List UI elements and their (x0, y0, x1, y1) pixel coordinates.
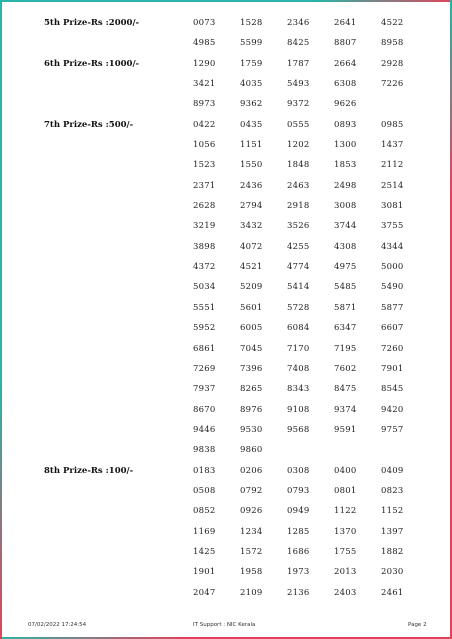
ticket-number: 1523 (193, 160, 216, 171)
ticket-number: 2371 (193, 180, 216, 191)
ticket-number: 3008 (334, 201, 357, 212)
ticket-number: 5952 (193, 323, 216, 334)
ticket-number: 4308 (334, 241, 357, 252)
ticket-number: 6861 (193, 343, 216, 354)
ticket-number: 1122 (334, 506, 357, 517)
ticket-number: 1169 (193, 526, 216, 537)
prize-row (0, 399, 452, 419)
ticket-number: 5000 (381, 262, 404, 273)
ticket-number: 2136 (287, 587, 310, 598)
prize-row (0, 32, 452, 52)
ticket-number: 2112 (381, 160, 404, 171)
ticket-number: 7226 (381, 79, 404, 90)
prize-row (0, 215, 452, 235)
ticket-number: 1285 (287, 526, 310, 537)
ticket-number: 4255 (287, 241, 310, 252)
ticket-number: 1056 (193, 140, 216, 151)
prize-row (0, 378, 452, 398)
ticket-number: 1300 (334, 140, 357, 151)
ticket-number: 2436 (240, 180, 263, 191)
prize-row (0, 561, 452, 581)
ticket-number: 7269 (193, 363, 216, 374)
ticket-number: 7195 (334, 343, 357, 354)
prize-row (0, 500, 452, 520)
ticket-number: 3526 (287, 221, 310, 232)
ticket-number: 5728 (287, 302, 310, 313)
prize-row (0, 73, 452, 93)
prize-row (0, 419, 452, 439)
ticket-number: 3421 (193, 79, 216, 90)
ticket-number: 2641 (334, 18, 357, 28)
ticket-number: 0422 (193, 119, 216, 130)
ticket-number: 0792 (240, 485, 263, 496)
ticket-number: 9362 (240, 99, 263, 110)
ticket-number: 2514 (381, 180, 404, 191)
ticket-number: 9420 (381, 404, 404, 415)
ticket-number: 1759 (240, 58, 263, 69)
ticket-number: 6005 (240, 323, 263, 334)
ticket-number: 5490 (381, 282, 404, 293)
ticket-number: 7170 (287, 343, 310, 354)
ticket-number: 9591 (334, 424, 357, 435)
ticket-number: 1425 (193, 546, 216, 557)
ticket-number: 1152 (381, 506, 404, 517)
ticket-number: 0852 (193, 506, 216, 517)
prize-row (0, 134, 452, 154)
page-border-top (0, 0, 452, 2)
ticket-number: 1755 (334, 546, 357, 557)
ticket-number: 1901 (193, 567, 216, 578)
ticket-number: 0801 (334, 485, 357, 496)
ticket-number: 5551 (193, 302, 216, 313)
ticket-number: 3219 (193, 221, 216, 232)
ticket-number: 2664 (334, 58, 357, 69)
ticket-number: 4521 (240, 262, 263, 273)
ticket-number: 8545 (381, 384, 404, 395)
ticket-number: 3081 (381, 201, 404, 212)
ticket-number: 6308 (334, 79, 357, 90)
ticket-number: 8807 (334, 38, 357, 49)
ticket-number: 1234 (240, 526, 263, 537)
ticket-number: 9757 (381, 424, 404, 435)
ticket-number: 2013 (334, 567, 357, 578)
ticket-number: 1572 (240, 546, 263, 557)
prize-category-label: 5th Prize-Rs :2000/- (44, 18, 140, 28)
prize-row (0, 521, 452, 541)
prize-row (0, 460, 452, 480)
ticket-number: 4522 (381, 18, 404, 28)
prize-row (0, 358, 452, 378)
ticket-number: 0949 (287, 506, 310, 517)
footer-support: IT Support : NIC Kerala (193, 622, 256, 628)
ticket-number: 5034 (193, 282, 216, 293)
ticket-number: 2928 (381, 58, 404, 69)
ticket-number: 7260 (381, 343, 404, 354)
ticket-number: 8973 (193, 99, 216, 110)
ticket-number: 1550 (240, 160, 263, 171)
ticket-number: 5599 (240, 38, 263, 49)
ticket-number: 7602 (334, 363, 357, 374)
ticket-number: 5414 (287, 282, 310, 293)
ticket-number: 2403 (334, 587, 357, 598)
ticket-number: 7396 (240, 363, 263, 374)
ticket-number: 1882 (381, 546, 404, 557)
ticket-number: 1151 (240, 140, 263, 151)
ticket-number: 4985 (193, 38, 216, 49)
page-footer (0, 622, 452, 632)
prize-row (0, 317, 452, 337)
ticket-number: 6084 (287, 323, 310, 334)
ticket-number: 8475 (334, 384, 357, 395)
ticket-number: 2463 (287, 180, 310, 191)
ticket-number: 1437 (381, 140, 404, 151)
footer-page-number: Page 2 (408, 622, 427, 628)
prize-row (0, 12, 452, 32)
ticket-number: 6347 (334, 323, 357, 334)
ticket-number: 0308 (287, 465, 310, 476)
ticket-number: 7408 (287, 363, 310, 374)
ticket-number: 8265 (240, 384, 263, 395)
prize-category-label: 8th Prize-Rs :100/- (44, 465, 134, 476)
ticket-number: 0793 (287, 485, 310, 496)
prize-row (0, 338, 452, 358)
ticket-number: 1397 (381, 526, 404, 537)
ticket-number: 8976 (240, 404, 263, 415)
ticket-number: 0985 (381, 119, 404, 130)
ticket-number: 9530 (240, 424, 263, 435)
ticket-number: 3432 (240, 221, 263, 232)
ticket-number: 9860 (240, 445, 263, 456)
ticket-number: 9374 (334, 404, 357, 415)
ticket-number: 1686 (287, 546, 310, 557)
ticket-number: 0823 (381, 485, 404, 496)
ticket-number: 0073 (193, 18, 216, 28)
ticket-number: 1290 (193, 58, 216, 69)
ticket-number: 8670 (193, 404, 216, 415)
prize-row (0, 256, 452, 276)
ticket-number: 0206 (240, 465, 263, 476)
ticket-number: 0508 (193, 485, 216, 496)
ticket-number: 1973 (287, 567, 310, 578)
ticket-number: 0400 (334, 465, 357, 476)
ticket-number: 8958 (381, 38, 404, 49)
prize-row (0, 541, 452, 561)
ticket-number: 1202 (287, 140, 310, 151)
ticket-number: 2794 (240, 201, 263, 212)
ticket-number: 9108 (287, 404, 310, 415)
ticket-number: 2628 (193, 201, 216, 212)
ticket-number: 2047 (193, 587, 216, 598)
ticket-number: 2498 (334, 180, 357, 191)
ticket-number: 7045 (240, 343, 263, 354)
ticket-number: 4372 (193, 262, 216, 273)
ticket-number: 2346 (287, 18, 310, 28)
prize-row (0, 53, 452, 73)
prize-row (0, 154, 452, 174)
ticket-number: 1528 (240, 18, 263, 28)
prize-results-list (0, 12, 452, 602)
ticket-number: 7901 (381, 363, 404, 374)
ticket-number: 1848 (287, 160, 310, 171)
prize-row (0, 195, 452, 215)
ticket-number: 9446 (193, 424, 216, 435)
ticket-number: 5871 (334, 302, 357, 313)
ticket-number: 0926 (240, 506, 263, 517)
prize-row (0, 439, 452, 459)
ticket-number: 4975 (334, 262, 357, 273)
footer-datetime: 07/02/2022 17:24:54 (28, 622, 87, 628)
ticket-number: 2109 (240, 587, 263, 598)
ticket-number: 3898 (193, 241, 216, 252)
prize-row (0, 114, 452, 134)
prize-row (0, 297, 452, 317)
prize-category-label: 6th Prize-Rs :1000/- (44, 58, 140, 69)
ticket-number: 0183 (193, 465, 216, 476)
ticket-number: 2030 (381, 567, 404, 578)
ticket-number: 5601 (240, 302, 263, 313)
ticket-number: 4774 (287, 262, 310, 273)
prize-row (0, 236, 452, 256)
ticket-number: 1787 (287, 58, 310, 69)
prize-row (0, 276, 452, 296)
prize-row (0, 582, 452, 602)
ticket-number: 2461 (381, 587, 404, 598)
ticket-number: 5493 (287, 79, 310, 90)
ticket-number: 5485 (334, 282, 357, 293)
prize-category-label: 7th Prize-Rs :500/- (44, 119, 134, 130)
ticket-number: 6607 (381, 323, 404, 334)
prize-row (0, 175, 452, 195)
prize-row (0, 480, 452, 500)
ticket-number: 1853 (334, 160, 357, 171)
ticket-number: 0893 (334, 119, 357, 130)
ticket-number: 9372 (287, 99, 310, 110)
ticket-number: 3744 (334, 221, 357, 232)
ticket-number: 7937 (193, 384, 216, 395)
ticket-number: 1370 (334, 526, 357, 537)
ticket-number: 0435 (240, 119, 263, 130)
ticket-number: 0409 (381, 465, 404, 476)
ticket-number: 1958 (240, 567, 263, 578)
ticket-number: 4035 (240, 79, 263, 90)
ticket-number: 8425 (287, 38, 310, 49)
ticket-number: 5877 (381, 302, 404, 313)
ticket-number: 8343 (287, 384, 310, 395)
ticket-number: 9626 (334, 99, 357, 110)
ticket-number: 4344 (381, 241, 404, 252)
prize-row (0, 93, 452, 113)
ticket-number: 0555 (287, 119, 310, 130)
ticket-number: 5209 (240, 282, 263, 293)
ticket-number: 2918 (287, 201, 310, 212)
ticket-number: 9838 (193, 445, 216, 456)
ticket-number: 3755 (381, 221, 404, 232)
ticket-number: 4072 (240, 241, 263, 252)
ticket-number: 9568 (287, 424, 310, 435)
